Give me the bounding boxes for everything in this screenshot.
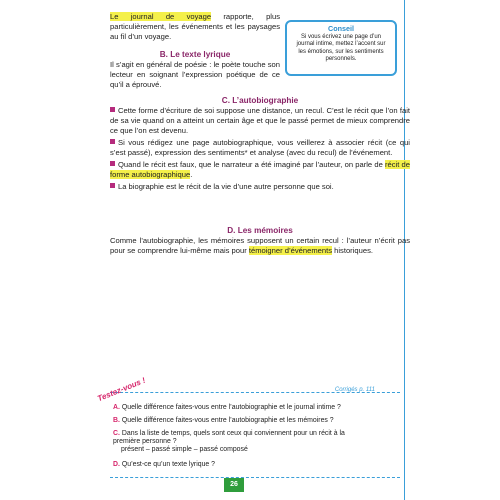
section-b-heading: B. Le texte lyrique [159,50,231,59]
section-d-text [110,236,410,256]
question-letter: D. [113,461,120,468]
section-c-p1: Cette forme d’écriture de soi suppose une distance, un recul. C’est le récit que l’on fait de sa vie quand on a atteint un certain âge et que le passé permet de mieux comprendre ce que l’on est devenu. [110,106,410,135]
question-text: Quelle différence faites-vous entre l’autobiographie et le journal intime ? [121,404,341,411]
section-b-text: Il s’agit en général de poésie : le poète touche son lecteur en soignant l’expression poétique de ce qu’il a éprouvé. [110,60,280,89]
question-d [113,461,393,469]
page-number: 26 [224,478,244,492]
tip-box [285,20,397,76]
section-d-heading: D. Les mémoires [227,226,293,235]
section-c-p2: Si vous rédigez une page autobiographique, vous veillerez à associer récit (ce qui s’est passé), expression des sentiments* et analyse (avec du recul) de l’événement. [110,138,410,157]
question-text: Qu’est-ce qu’un texte lyrique ? [121,461,215,468]
question-text: Quelle différence faites-vous entre l’autobiographie et les mémoires ? [121,417,334,424]
section-d-text-end: historiques. [332,246,373,255]
section-c [110,96,410,192]
tip-text: Si vous écrivez une page d’un journal intime, mettez l’accent sur les émotions, sur les sentiments personnels. [296,33,386,63]
question-text: Dans la liste de temps, quels sont ceux qui conviennent pour un récit à la première personne ? [113,430,345,446]
section-d [110,226,410,256]
question-letter: C. [113,430,120,437]
section-c-p4: La biographie est le récit de la vie d’une autre personne que soi. [110,182,410,192]
highlight-journal-de-voyage: Le journal de voyage [110,12,212,21]
exercise-label: Testez-vous ! [96,375,147,404]
question-letter: A. [113,404,120,411]
highlight-recit-autobiographique: récit de forme autobiographique [110,160,410,179]
section-c-p3 [110,160,410,180]
question-c-sub: présent – passé simple – passé composé [121,446,248,454]
intro-text: rapporte, plus particulièrement, les événements et les paysages au fil d’un voyage. [110,12,280,41]
section-c-p3-end: . [190,170,193,179]
intro-paragraph [110,12,280,42]
question-b [113,417,393,425]
section-b [110,50,280,90]
section-c-heading: C. L’autobiographie [221,96,299,105]
section-d-text-main: Comme l’autobiographie, les mémoires supposent un certain recul : l’auteur n’écrit pas pour se comprendre lui-même mais pour [110,236,410,255]
question-a [113,404,393,412]
question-c [113,430,373,455]
highlight-temoigner: témoigner d’événements [248,246,333,255]
corrections-reference: Corrigés p. 111 [334,387,375,393]
section-c-p3-text: Quand le récit est faux, que le narrateur a été imaginé par l’auteur, on parle de [118,160,385,169]
question-letter: B. [113,417,120,424]
tip-title: Conseil [328,24,354,33]
